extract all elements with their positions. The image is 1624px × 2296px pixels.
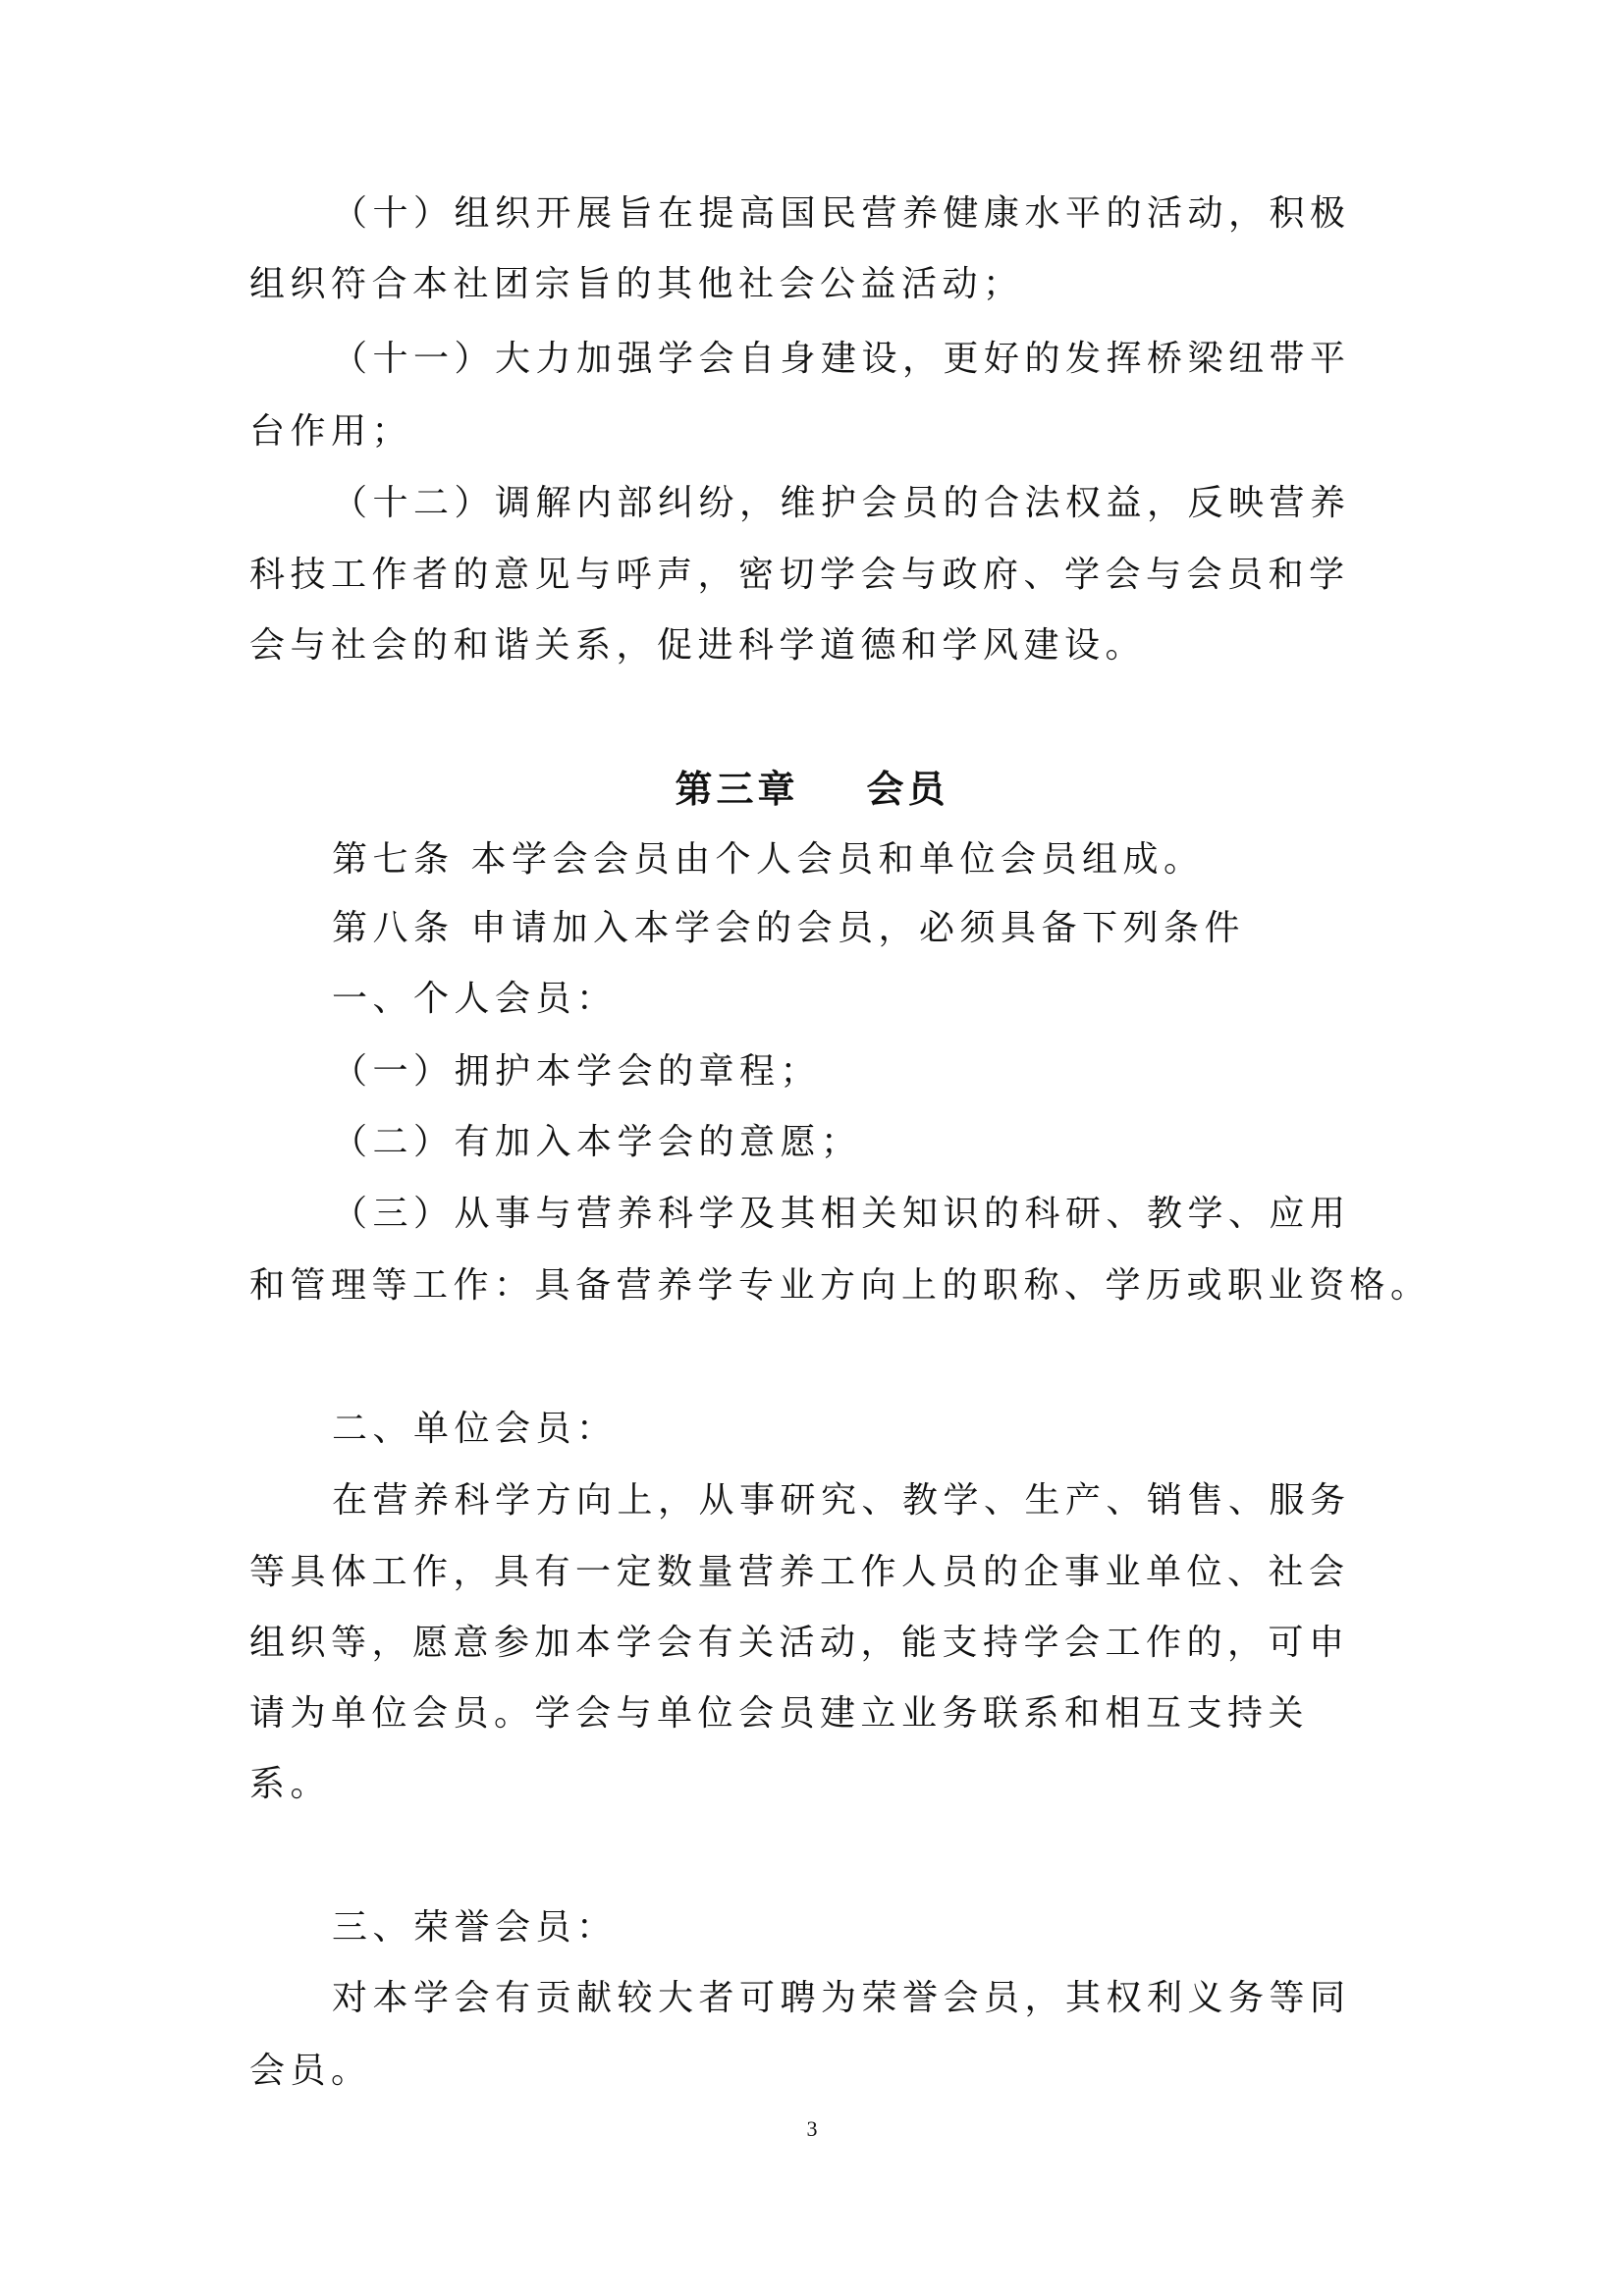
section-heading: 一、个人会员： [332,979,618,1019]
text-line: 等具体工作，具有一定数量营养工作人员的企事业单位、社会 [249,1552,1350,1592]
list-item: （二）有加入本学会的意愿； [332,1122,862,1162]
text-line: 会员。 [249,2051,372,2091]
text-line: 请为单位会员。学会与单位会员建立业务联系和相互支持关 [249,1693,1310,1734]
text-line: 台作用； [249,411,413,452]
text-line: 组织等，愿意参加本学会有关活动，能支持学会工作的，可申 [249,1623,1350,1663]
list-item: （三）从事与营养科学及其相关知识的科研、教学、应用 [332,1194,1351,1234]
text-line: 组织符合本社团宗旨的其他社会公益活动； [249,264,1024,304]
article-line: 第七条 本学会会员由个人会员和单位会员组成。 [332,839,1205,880]
text-line: 对本学会有贡献较大者可聘为荣誉会员，其权利义务等同 [332,1978,1351,2018]
list-item: 和管理等工作：具备营养学专业方向上的职称、学历或职业资格。 [249,1265,1432,1306]
page-number: 3 [806,2116,818,2141]
text-line: 系。 [249,1764,332,1804]
text-line: （十一）大力加强学会自身建设，更好的发挥桥梁纽带平 [332,339,1351,379]
list-item: （一）拥护本学会的章程； [332,1051,822,1092]
text-line: （十二）调解内部纠纷，维护会员的合法权益，反映营养 [332,483,1351,523]
section-heading: 三、荣誉会员： [332,1907,618,1948]
text-line: （十）组织开展旨在提高国民营养健康水平的活动，积极 [332,193,1351,234]
section-heading: 二、单位会员： [332,1409,618,1449]
text-line: 在营养科学方向上，从事研究、教学、生产、销售、服务 [332,1480,1351,1521]
text-line: 会与社会的和谐关系，促进科学道德和学风建设。 [249,625,1147,666]
article-line: 第八条 申请加入本学会的会员，必须具备下列条件 [332,908,1245,948]
chapter-title: 第三章 会员 [675,768,949,811]
text-line: 科技工作者的意见与呼声，密切学会与政府、学会与会员和学 [249,555,1350,595]
